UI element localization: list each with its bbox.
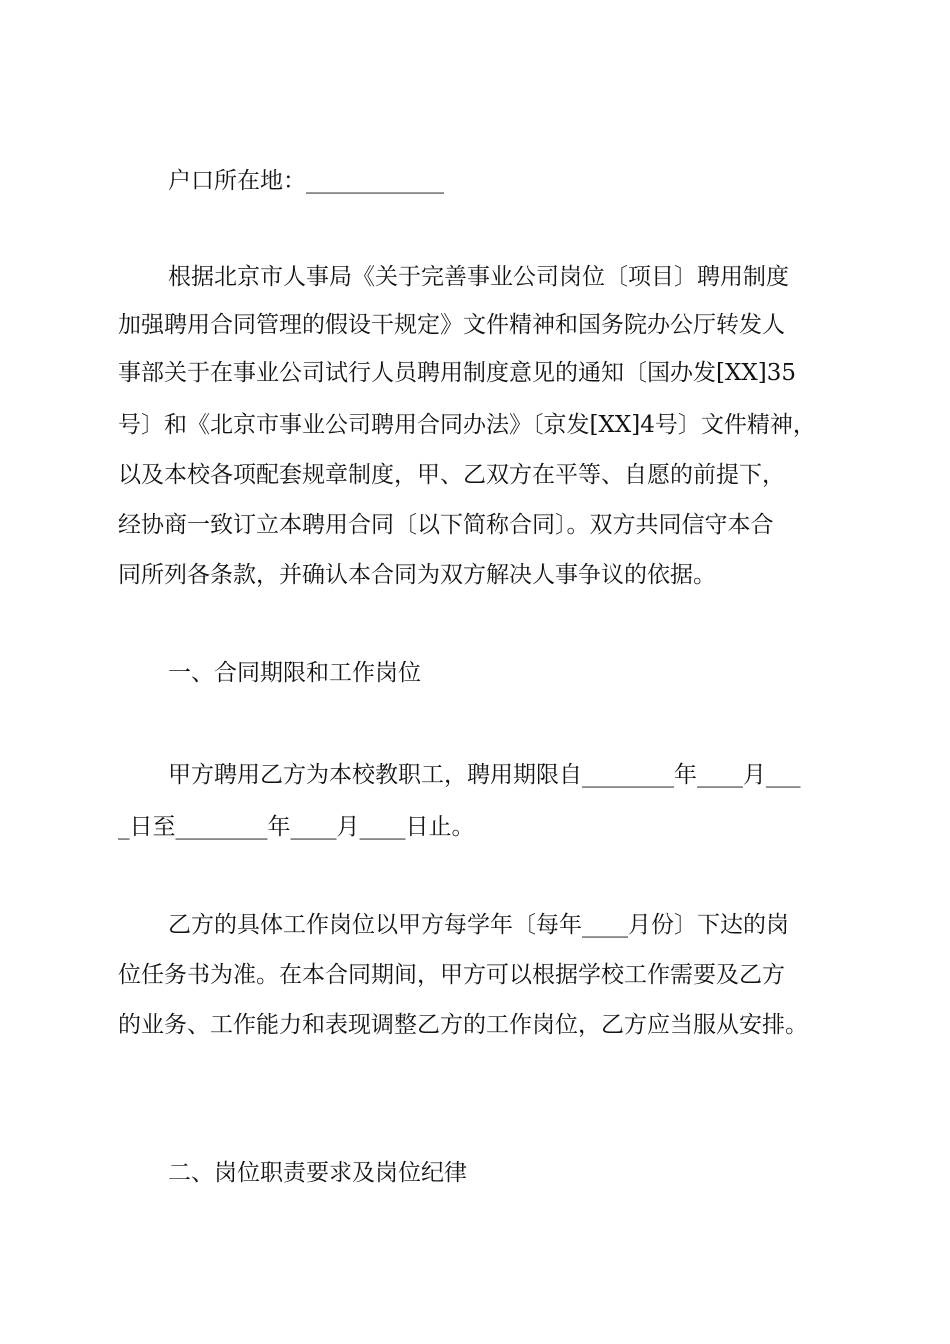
section-heading-1: 一、合同期限和工作岗位: [168, 660, 421, 686]
text-line: 同所列各条款，并确认本合同为双方解决人事争议的依据。: [118, 562, 716, 588]
hukou-field-line: 户口所在地：____________: [168, 168, 444, 194]
text-line: 加强聘用合同管理的假设干规定》文件精神和国务院办公厅转发人: [118, 312, 785, 338]
text-line: 经协商一致订立本聘用合同〔以下简称合同〕。双方共同信守本合: [118, 512, 774, 538]
text-line: 乙方的具体工作岗位以甲方每学年〔每年____月份〕下达的岗: [168, 912, 789, 938]
text-line: 位任务书为准。在本合同期间，甲方可以根据学校工作需要及乙方: [118, 962, 785, 988]
text-line: 甲方聘用乙方为本校教职工，聘用期限自________年____月___: [168, 762, 801, 788]
text-line: _日至________年____月____日止。: [118, 814, 475, 840]
section-heading-2: 二、岗位职责要求及岗位纪律: [168, 1160, 467, 1186]
text-line: 号〕和《北京市事业公司聘用合同办法》〔京发[XX]4号〕文件精神，: [118, 412, 816, 438]
text-line: 的业务、工作能力和表现调整乙方的工作岗位，乙方应当服从安排。: [118, 1012, 808, 1038]
text-line: 根据北京市人事局《关于完善事业公司岗位〔项目〕聘用制度: [168, 264, 789, 290]
text-line: 以及本校各项配套规章制度，甲、乙双方在平等、自愿的前提下，: [118, 462, 785, 488]
text-line: 事部关于在事业公司试行人员聘用制度意见的通知〔国办发[XX]35: [118, 360, 796, 386]
